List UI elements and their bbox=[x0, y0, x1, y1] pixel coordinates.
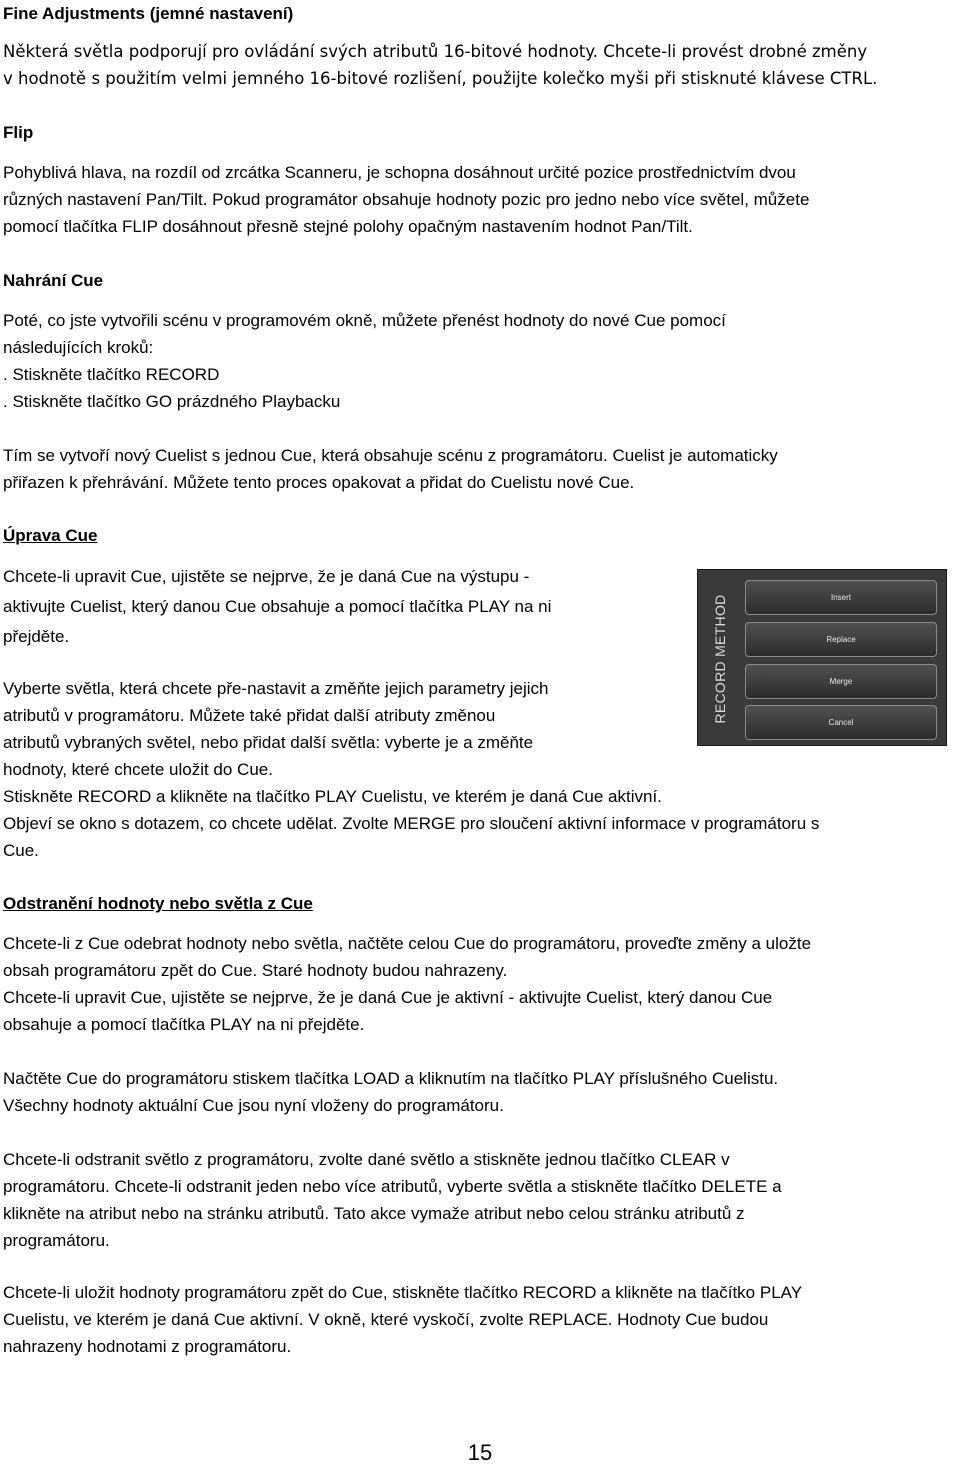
paragraph-flip bbox=[3, 159, 809, 240]
paragraph-uprava-cue bbox=[3, 562, 551, 652]
text-line: Cue. bbox=[3, 841, 39, 860]
list-item: . Stiskněte tlačítko GO prázdného Playbacku bbox=[3, 392, 341, 411]
text-line: programátoru. Chcete-li odstranit jeden nebo více atributů, vyberte světla a stiskněte tlačítko DELETE a bbox=[3, 1177, 782, 1196]
text-line: přejděte. bbox=[3, 627, 70, 646]
text-line: Tím se vytvoří nový Cuelist s jednou Cue, která obsahuje scénu z programátoru. Cuelist je automaticky bbox=[3, 446, 778, 465]
record-method-dialog bbox=[697, 569, 947, 746]
list-item: . Stiskněte tlačítko RECORD bbox=[3, 365, 220, 384]
record-method-title bbox=[698, 570, 742, 747]
text-line: Cuelistu, ve kterém je daná Cue aktivní. V okně, které vyskočí, zvolte REPLACE. Hodnoty Cue budou bbox=[3, 1310, 769, 1329]
heading-uprava-cue: Úprava Cue bbox=[3, 526, 98, 545]
text-line: programátoru. bbox=[3, 1231, 110, 1250]
text-line: klikněte na atribut nebo na stránku atributů. Tato akce vymaže atribut nebo celou stránku atributů z bbox=[3, 1204, 745, 1223]
text-line: Objeví se okno s dotazem, co chcete udělat. Zvolte MERGE pro sloučení aktivní informace v programátoru s bbox=[3, 814, 820, 833]
heading-flip: Flip bbox=[3, 123, 34, 142]
paragraph-nahrani-cue bbox=[3, 307, 726, 415]
paragraph-odstraneni-2 bbox=[3, 1065, 778, 1119]
heading-odstraneni: Odstranění hodnoty nebo světla z Cue bbox=[3, 894, 313, 913]
paragraph-odstraneni-4 bbox=[3, 1279, 802, 1360]
paragraph-odstraneni-1 bbox=[3, 930, 811, 1038]
heading-nahrani-cue: Nahrání Cue bbox=[3, 271, 104, 290]
paragraph-fine-adjustments bbox=[3, 38, 877, 92]
text-line: přiřazen k přehrávání. Můžete tento proces opakovat a přidat do Cuelistu nové Cue. bbox=[3, 473, 635, 492]
text-line: obsah programátoru zpět do Cue. Staré hodnoty budou nahrazeny. bbox=[3, 961, 508, 980]
replace-button[interactable]: Replace bbox=[745, 622, 937, 657]
text-line: Některá světla podporují pro ovládání svých atributů 16-bitové hodnoty. Chcete-li provést drobné změny bbox=[3, 42, 868, 61]
text-line: aktivujte Cuelist, který danou Cue obsahuje a pomocí tlačítka PLAY na ni bbox=[3, 597, 552, 616]
text-line: Chcete-li upravit Cue, ujistěte se nejprve, že je daná Cue je aktivní - aktivujte Cuelist, který danou Cue bbox=[3, 988, 773, 1007]
paragraph-odstraneni-3 bbox=[3, 1146, 782, 1254]
text-line: hodnoty, které chcete uložit do Cue. bbox=[3, 760, 273, 779]
cancel-button[interactable]: Cancel bbox=[745, 705, 937, 740]
page-number: 15 bbox=[467, 1440, 493, 1465]
text-line: Chcete-li uložit hodnoty programátoru zpět do Cue, stiskněte tlačítko RECORD a klikněte na tlačítko PLAY bbox=[3, 1283, 803, 1302]
text-line: následujících kroků: bbox=[3, 338, 154, 357]
text-line: obsahuje a pomocí tlačítka PLAY na ni přejděte. bbox=[3, 1015, 365, 1034]
text-line: Stiskněte RECORD a klikněte na tlačítko PLAY Cuelistu, ve kterém je daná Cue aktivní. bbox=[3, 787, 662, 806]
text-line: Pohyblivá hlava, na rozdíl od zrcátka Scanneru, je schopna dosáhnout určité pozice prostřednictvím dvou bbox=[3, 163, 796, 182]
insert-button[interactable]: Insert bbox=[745, 580, 937, 615]
paragraph-nahrani-result bbox=[3, 442, 778, 496]
record-method-title-text: RECORD METHOD bbox=[712, 593, 728, 724]
text-line: různých nastavení Pan/Tilt. Pokud programátor obsahuje hodnoty pozic pro jedno nebo více světel, můžete bbox=[3, 190, 810, 209]
text-line: atributů vybraných světel, nebo přidat další světla: vyberte je a změňte bbox=[3, 733, 534, 752]
text-line: Všechny hodnoty aktuální Cue jsou nyní vloženy do programátoru. bbox=[3, 1096, 504, 1115]
text-line: Chcete-li upravit Cue, ujistěte se nejprve, že je daná Cue na výstupu - bbox=[3, 567, 530, 586]
text-line: Poté, co jste vytvořili scénu v programovém okně, můžete přenést hodnoty do nové Cue pomocí bbox=[3, 311, 726, 330]
heading-fine-adjustments: Fine Adjustments (jemné nastavení) bbox=[3, 4, 294, 23]
text-line: atributů v programátoru. Můžete také přidat další atributy změnou bbox=[3, 706, 496, 725]
text-line: Vyberte světla, která chcete pře-nastavit a změňte jejich parametry jejich bbox=[3, 679, 549, 698]
text-line: Chcete-li z Cue odebrat hodnoty nebo světla, načtěte celou Cue do programátoru, proveďte změny a uložte bbox=[3, 934, 812, 953]
text-line: v hodnotě s použitím velmi jemného 16-bitové rozlišení, použijte kolečko myši při stisknuté klávese CTRL. bbox=[3, 69, 878, 88]
text-line: pomocí tlačítka FLIP dosáhnout přesně stejné polohy opačným nastavením hodnot Pan/Tilt. bbox=[3, 217, 693, 236]
text-line: nahrazeny hodnotami z programátoru. bbox=[3, 1337, 292, 1356]
text-line: Chcete-li odstranit světlo z programátoru, zvolte dané světlo a stiskněte jednou tlačítko CLEAR v bbox=[3, 1150, 730, 1169]
text-line: Načtěte Cue do programátoru stiskem tlačítka LOAD a kliknutím na tlačítko PLAY příslušného Cuelistu. bbox=[3, 1069, 779, 1088]
merge-button[interactable]: Merge bbox=[745, 664, 937, 699]
